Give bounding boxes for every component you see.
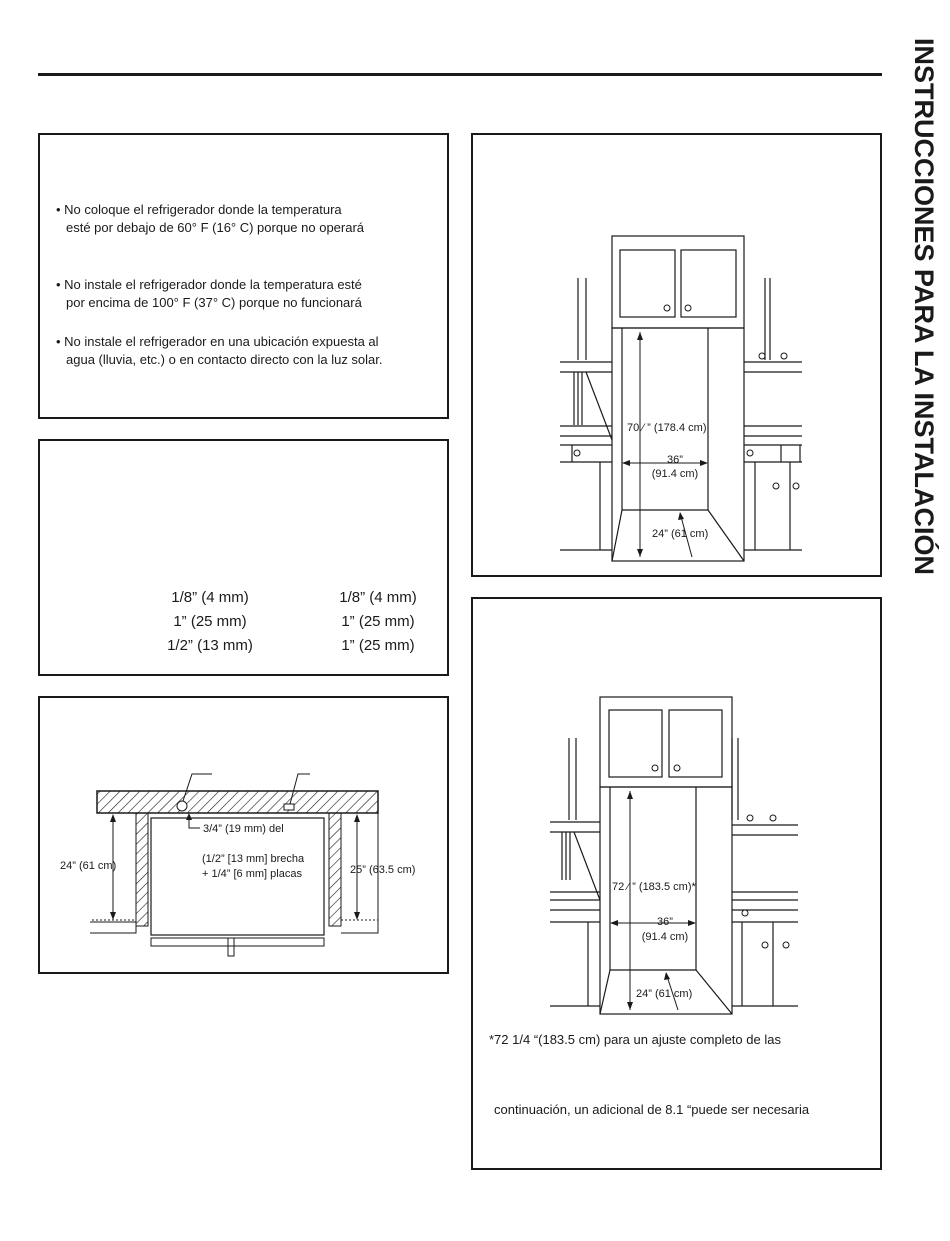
knob-icon	[674, 765, 680, 771]
clearance-cell: 1/8” (4 mm)	[171, 589, 249, 606]
knob-icon	[742, 910, 748, 916]
bullet-water-sun: • No instale el refrigerador en una ubicación expuesta al agua (lluvia, etc.) o en contacto directo con la luz solar.	[56, 334, 383, 367]
width-label-in: 36”	[657, 916, 673, 928]
clearance-cell: 1/2” (13 mm)	[167, 637, 253, 654]
width-label-cm: (91.4 cm)	[651, 468, 699, 480]
knob-icon	[652, 765, 658, 771]
arrow-head	[664, 972, 670, 980]
side-title-text: INSTRUCCIONES PARA LA INSTALACIÓN	[909, 38, 939, 575]
width-label-in: 36”	[667, 454, 683, 466]
offset-label: 3/4” (19 mm) del	[203, 823, 284, 835]
gap-label-1: (1/2” [13 mm] brecha	[202, 853, 305, 865]
bullet-temp-low: • No coloque el refrigerador donde la temperatura esté por debajo de 60° F (16° C) porque no operará	[56, 202, 365, 235]
clearance-cell: 1” (25 mm)	[341, 637, 415, 654]
width-label-cm: (91.4 cm)	[641, 931, 689, 943]
height-label: 70 ⁄ ” (178.4 cm)	[627, 422, 707, 434]
refrigerator-opening	[600, 787, 732, 1014]
perspective-line	[600, 970, 610, 1014]
arrow-head	[610, 920, 618, 926]
left-depth-label: 24” (61 cm)	[60, 860, 117, 872]
footnote-2: continuación, un adicional de 8.1 “puede ser necesaria	[494, 1102, 810, 1117]
clearance-cell: 1” (25 mm)	[341, 613, 415, 630]
knob-icon	[783, 942, 789, 948]
knob-icon	[762, 942, 768, 948]
depth-label: 24” (61 cm)	[636, 988, 693, 1000]
bullet-temp-high: • No instale el refrigerador donde la temperatura esté por encima de 100° F (37° C) porque no funcionará	[56, 277, 362, 310]
arrow-head	[688, 920, 696, 926]
knob-icon	[770, 815, 776, 821]
knob-icon	[747, 815, 753, 821]
height-label: 72 ⁄ ” (183.5 cm)*	[612, 881, 696, 893]
arrow-head	[627, 791, 633, 799]
right-depth-label: 25” (63.5 cm)	[350, 864, 416, 876]
perspective-line	[696, 970, 732, 1014]
depth-label: 24” (61 cm)	[652, 528, 709, 540]
arrow-head	[627, 1002, 633, 1010]
clearance-cell: 1/8” (4 mm)	[339, 589, 417, 606]
clearance-cell: 1” (25 mm)	[173, 613, 247, 630]
footnote-1: *72 1/4 “(183.5 cm) para un ajuste completo de las	[489, 1032, 781, 1047]
gap-label-2: + 1/4” [6 mm] placas	[202, 868, 302, 880]
